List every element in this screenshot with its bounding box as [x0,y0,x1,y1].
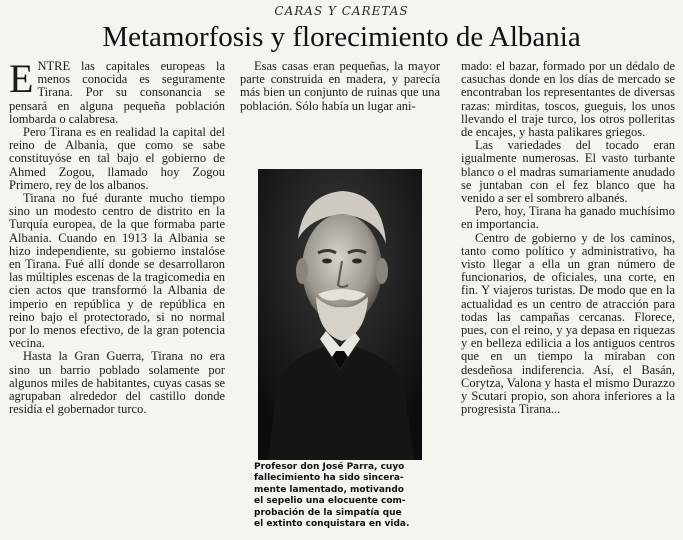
portrait-illustration [258,169,422,460]
article-title: Metamorfosis y florecimiento de Albania [102,21,581,53]
caption-line: probación de la simpatía que [254,507,402,518]
article-column-3 [461,60,675,416]
caption-line: el sepelio una elocuente com- [254,496,406,507]
paragraph: Tirana no fué durante mucho tiempo sino un modesto centro de distrito en la Turquía europea, de la que formaba parte Albania. Cuando en 1913 la Albania se hizo independiente, su gobierno instalóse en Tirana. Fué allí donde se desarrollaron las múltiples escenas de la tragicomedia en cien actos que transformó la Albania de imperio en república y de república en reino bajo el protectorado, si no normal por lo menos efectivo, de la gran potencia vecina. [9,191,225,351]
portrait-photo [258,169,422,460]
caption-line: el extinto conquistara en vida. [254,519,410,530]
paragraph: Pero, hoy, Tirana ha ganado muchísimo en importancia. [461,204,675,232]
paragraph: Hasta la Gran Guerra, Tirana no era sino un barrio poblado solamente por algunos miles de habitantes, cuyas casas se agrupaban alrededor del castillo donde residía el gobernador turco. [9,349,225,417]
paragraph: ENTRE las capitales europeas la menos conocida es seguramente Tirana. Por su consonancia se pensará en alguna pequeña población lombarda o calabresa. [9,56,225,126]
paragraph: Las variedades del tocado eran igualmente numerosas. El vasto turbante blanco o el madras sumariamente anudado se juntaban con el fez blanco que ha venido a ser el sombrero albanés. [461,138,675,206]
article-column-1 [9,56,225,417]
photo-caption [254,462,426,530]
paragraph: Esas casas eran pequeñas, la mayor parte construida en madera, y parecía más bien un conjunto de ruinas que una población. Sólo había un lugar ani- [240,59,440,113]
paragraph: Centro de gobierno y de los caminos, tanto como político y administrativo, ha visto llegar a ella un gran número de funcionarios, de oficiales, una corte, en fin. Y viajeros turistas. De modo que en la actualidad es un centro de atracción para todas las campañas cercanas. Florece, pues, con el reino, y ya depasa en riquezas y en belleza edilicia a los antiguos centros que en un tiempo la miraban con desdeñosa indiferencia. Así, el Basán, Corytza, Valona y hasta el mismo Durazzo y Scutari propio, son ahora inferiores a la progresista Tirana... [461,230,675,417]
paragraph: mado: el bazar, formado por un dédalo de casuchas donde en los días de mercado se encontraban los representantes de diversas razas: mirditas, toscos, gueguis, los unos llevando el traje turco, los otros polleritas de encajes, y hasta palikares griegos. [461,59,675,140]
caption-line: mente lamentado, motivando [254,484,404,495]
caption-line: Profesor don José Parra, cuyo [254,462,405,472]
article-column-2 [240,60,440,113]
paragraph: Pero Tirana es en realidad la capital del reino de Albania, que como se sabe constituyóse en tal bajo el gobierno de Ahmed Zogou, llamado hoy Zogou Primero, rey de los albanos. [9,125,225,192]
caption-line: fallecimiento ha sido sincera- [254,473,404,484]
drop-cap: E [9,56,34,101]
section-header: CARAS Y CARETAS [274,4,409,18]
